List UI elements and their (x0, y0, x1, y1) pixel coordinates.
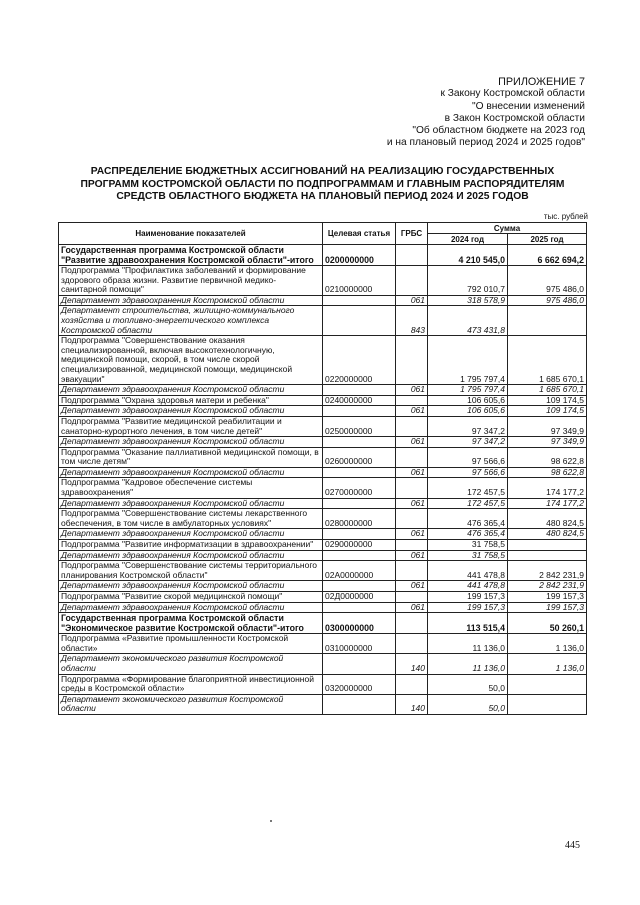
row-grbs-cell: 843 (396, 306, 428, 336)
row-grbs-cell: 061 (396, 406, 428, 417)
row-name-cell: Департамент здравоохранения Костромской области (59, 529, 323, 540)
department-row (59, 467, 587, 478)
row-2024-cell: 1 795 797,4 (428, 336, 508, 385)
row-2025-cell (508, 694, 587, 714)
appendix-header (325, 76, 585, 150)
subprogram-row (59, 561, 587, 581)
row-2025-cell: 2 842 231,9 (508, 561, 587, 581)
row-code-cell: 0260000000 (323, 447, 396, 467)
row-name-cell: Подпрограмма "Совершенствование системы территориального планирования Костромской области" (59, 561, 323, 581)
row-name-cell: Подпрограмма "Совершенствование оказания специализированной, включая высокотехнологичную, медицинской помощи, скорой, в том числе скорой специализированной, медицинской помощи, медицинской эвакуации" (59, 336, 323, 385)
header-2024: 2024 год (428, 234, 508, 245)
header-grbs: ГРБС (396, 223, 428, 245)
row-2025-cell: 109 174,5 (508, 406, 587, 417)
row-2024-cell: 50,0 (428, 674, 508, 694)
department-row (59, 581, 587, 592)
department-row (59, 529, 587, 540)
row-grbs-cell (396, 561, 428, 581)
row-code-cell (323, 694, 396, 714)
subprogram-row (59, 540, 587, 551)
row-name-cell: Подпрограмма «Развитие промышленности Костромской области» (59, 634, 323, 654)
row-2025-cell: 1 136,0 (508, 654, 587, 674)
row-2024-cell: 199 157,3 (428, 592, 508, 603)
row-name-cell: Подпрограмма "Профилактика заболеваний и формирование здорового образа жизни. Развитие первичной медико-санитарной помощи" (59, 266, 323, 296)
row-2024-cell: 792 010,7 (428, 266, 508, 296)
row-2024-cell: 106 605,6 (428, 406, 508, 417)
table-body (59, 245, 587, 715)
row-grbs-cell: 061 (396, 581, 428, 592)
row-grbs-cell (396, 336, 428, 385)
row-2024-cell: 318 578,9 (428, 295, 508, 306)
row-2025-cell: 98 622,8 (508, 467, 587, 478)
header-code: Целевая статья (323, 223, 396, 245)
department-row (59, 654, 587, 674)
row-2025-cell: 1 685 670,1 (508, 336, 587, 385)
row-code-cell: 0250000000 (323, 416, 396, 436)
subprogram-row (59, 634, 587, 654)
row-name-cell: Подпрограмма «Формирование благоприятной инвестиционной среды в Костромской области» (59, 674, 323, 694)
row-2025-cell (508, 550, 587, 561)
row-2024-cell: 1 795 797,4 (428, 385, 508, 396)
row-2025-cell: 975 486,0 (508, 295, 587, 306)
row-code-cell (323, 550, 396, 561)
row-code-cell (323, 385, 396, 396)
row-grbs-cell (396, 266, 428, 296)
row-name-cell: Подпрограмма "Охрана здоровья матери и ребенка" (59, 395, 323, 406)
row-2024-cell: 31 758,5 (428, 550, 508, 561)
appendix-line: "Об областном бюджете на 2023 год (412, 125, 585, 137)
row-grbs-cell (396, 613, 428, 634)
subprogram-row (59, 478, 587, 498)
row-name-cell: Департамент здравоохранения Костромской области (59, 437, 323, 448)
row-2024-cell: 97 347,2 (428, 416, 508, 436)
row-name-cell: Подпрограмма "Развитие скорой медицинской помощи" (59, 592, 323, 603)
row-code-cell (323, 581, 396, 592)
row-2025-cell: 1 685 670,1 (508, 385, 587, 396)
row-name-cell: Департамент здравоохранения Костромской области (59, 406, 323, 417)
row-grbs-cell: 061 (396, 385, 428, 396)
subprogram-row (59, 592, 587, 603)
subprogram-row (59, 509, 587, 529)
row-2025-cell (508, 674, 587, 694)
department-row (59, 385, 587, 396)
appendix-line: "О внесении изменений (471, 100, 585, 112)
header-name: Наименование показателей (59, 223, 323, 245)
row-2024-cell: 106 605,6 (428, 395, 508, 406)
row-2025-cell: 2 842 231,9 (508, 581, 587, 592)
program-row (59, 613, 587, 634)
row-name-cell: Подпрограмма "Совершенствование системы лекарственного обеспечения, в том числе в амбулаторных условиях" (59, 509, 323, 529)
row-2025-cell: 174 177,2 (508, 498, 587, 509)
row-name-cell: Государственная программа Костромской области "Экономическое развитие Костромской области"-итого (59, 613, 323, 634)
row-grbs-cell (396, 674, 428, 694)
department-row (59, 437, 587, 448)
title-line: РАСПРЕДЕЛЕНИЕ БЮДЖЕТНЫХ АССИГНОВАНИЙ НА РЕАЛИЗАЦИЮ ГОСУДАРСТВЕННЫХ (90, 166, 555, 177)
row-2024-cell: 473 431,8 (428, 306, 508, 336)
row-grbs-cell (396, 540, 428, 551)
row-grbs-cell: 140 (396, 694, 428, 714)
subprogram-row (59, 336, 587, 385)
row-code-cell: 0200000000 (323, 245, 396, 266)
row-code-cell (323, 467, 396, 478)
row-2024-cell: 97 566,6 (428, 447, 508, 467)
row-name-cell: Департамент экономического развития Костромской области (59, 654, 323, 674)
row-code-cell (323, 306, 396, 336)
row-grbs-cell (396, 245, 428, 266)
row-code-cell (323, 602, 396, 613)
row-2024-cell: 113 515,4 (428, 613, 508, 634)
row-name-cell: Департамент здравоохранения Костромской области (59, 550, 323, 561)
department-row (59, 306, 587, 336)
row-name-cell: Подпрограмма "Развитие информатизации в здравоохранении" (59, 540, 323, 551)
scan-dot (270, 820, 272, 822)
row-2025-cell: 1 136,0 (508, 634, 587, 654)
row-2024-cell: 441 478,8 (428, 561, 508, 581)
row-code-cell (323, 498, 396, 509)
row-code-cell: 0240000000 (323, 395, 396, 406)
row-name-cell: Департамент строительства, жилищно-коммунального хозяйства и топливно-энергетического комплекса Костромской области (59, 306, 323, 336)
appendix-line: и на плановый период 2024 и 2025 годов" (386, 137, 585, 149)
row-code-cell (323, 529, 396, 540)
row-name-cell: Государственная программа Костромской области "Развитие здравоохранения Костромской области"-итого (59, 245, 323, 266)
row-code-cell (323, 406, 396, 417)
row-grbs-cell: 061 (396, 529, 428, 540)
row-name-cell: Подпрограмма "Развитие медицинской реабилитации и санаторно-курортного лечения, в том числе детей" (59, 416, 323, 436)
row-2024-cell: 476 365,4 (428, 529, 508, 540)
row-grbs-cell: 061 (396, 295, 428, 306)
row-name-cell: Департамент здравоохранения Костромской области (59, 581, 323, 592)
row-code-cell: 0270000000 (323, 478, 396, 498)
program-row (59, 245, 587, 266)
table-header (59, 223, 587, 245)
department-row (59, 550, 587, 561)
row-code-cell: 0220000000 (323, 336, 396, 385)
row-name-cell: Подпрограмма "Кадровое обеспечение системы здравоохранения" (59, 478, 323, 498)
page-number: 445 (565, 840, 580, 851)
row-name-cell: Департамент здравоохранения Костромской области (59, 295, 323, 306)
row-2024-cell: 441 478,8 (428, 581, 508, 592)
row-2025-cell: 174 177,2 (508, 478, 587, 498)
row-2024-cell: 11 136,0 (428, 634, 508, 654)
row-grbs-cell (396, 634, 428, 654)
row-grbs-cell (396, 509, 428, 529)
row-grbs-cell: 061 (396, 467, 428, 478)
row-name-cell: Подпрограмма "Оказание паллиативной медицинской помощи, в том числе детям" (59, 447, 323, 467)
row-2025-cell: 480 824,5 (508, 529, 587, 540)
row-2025-cell: 50 260,1 (508, 613, 587, 634)
row-2024-cell: 172 457,5 (428, 498, 508, 509)
row-2025-cell: 97 349,9 (508, 437, 587, 448)
row-2025-cell: 97 349,9 (508, 416, 587, 436)
row-name-cell: Департамент здравоохранения Костромской области (59, 602, 323, 613)
row-name-cell: Департамент здравоохранения Костромской области (59, 467, 323, 478)
row-2025-cell: 480 824,5 (508, 509, 587, 529)
department-row (59, 602, 587, 613)
budget-table (58, 222, 587, 715)
appendix-line: к Закону Костромской области (440, 88, 585, 100)
appendix-line: в Закон Костромской области (444, 112, 585, 124)
row-2025-cell: 109 174,5 (508, 395, 587, 406)
row-2025-cell: 199 157,3 (508, 592, 587, 603)
appendix-line: ПРИЛОЖЕНИЕ 7 (498, 76, 585, 88)
department-row (59, 295, 587, 306)
department-row (59, 498, 587, 509)
subprogram-row (59, 674, 587, 694)
row-name-cell: Департамент здравоохранения Костромской области (59, 385, 323, 396)
department-row (59, 694, 587, 714)
row-2024-cell: 97 347,2 (428, 437, 508, 448)
row-2024-cell: 97 566,6 (428, 467, 508, 478)
row-code-cell: 0210000000 (323, 266, 396, 296)
row-2025-cell: 199 157,3 (508, 602, 587, 613)
row-2024-cell: 199 157,3 (428, 602, 508, 613)
title-line: ПРОГРАММ КОСТРОМСКОЙ ОБЛАСТИ ПО ПОДПРОГРАММАМ И ГЛАВНЫМ РАСПОРЯДИТЕЛЯМ (80, 178, 565, 190)
row-2025-cell: 98 622,8 (508, 447, 587, 467)
row-grbs-cell: 061 (396, 602, 428, 613)
row-code-cell (323, 437, 396, 448)
row-grbs-cell: 061 (396, 437, 428, 448)
row-code-cell: 0280000000 (323, 509, 396, 529)
row-2025-cell: 975 486,0 (508, 266, 587, 296)
row-2024-cell: 476 365,4 (428, 509, 508, 529)
row-name-cell: Департамент здравоохранения Костромской области (59, 498, 323, 509)
row-2025-cell (508, 306, 587, 336)
subprogram-row (59, 266, 587, 296)
row-code-cell: 0320000000 (323, 674, 396, 694)
row-2025-cell (508, 540, 587, 551)
row-code-cell (323, 295, 396, 306)
row-grbs-cell (396, 447, 428, 467)
row-code-cell: 0310000000 (323, 634, 396, 654)
document-title (60, 166, 585, 204)
subprogram-row (59, 395, 587, 406)
row-grbs-cell (396, 395, 428, 406)
row-2024-cell: 50,0 (428, 694, 508, 714)
row-code-cell: 0300000000 (323, 613, 396, 634)
row-grbs-cell (396, 592, 428, 603)
row-code-cell (323, 654, 396, 674)
title-line: СРЕДСТВ ОБЛАСТНОГО БЮДЖЕТА НА ПЛАНОВЫЙ ПЕРИОД 2024 И 2025 ГОДОВ (116, 191, 529, 203)
subprogram-row (59, 447, 587, 467)
row-2024-cell: 4 210 545,0 (428, 245, 508, 266)
row-code-cell: 0290000000 (323, 540, 396, 551)
header-2025: 2025 год (508, 234, 587, 245)
row-2025-cell: 6 662 694,2 (508, 245, 587, 266)
row-grbs-cell (396, 416, 428, 436)
row-grbs-cell: 061 (396, 498, 428, 509)
row-2024-cell: 172 457,5 (428, 478, 508, 498)
row-grbs-cell: 061 (396, 550, 428, 561)
row-name-cell: Департамент экономического развития Костромской области (59, 694, 323, 714)
row-code-cell: 02Д0000000 (323, 592, 396, 603)
units-label: тыс. рублей (543, 212, 588, 221)
row-grbs-cell: 140 (396, 654, 428, 674)
row-code-cell: 02А0000000 (323, 561, 396, 581)
row-2024-cell: 11 136,0 (428, 654, 508, 674)
row-2024-cell: 31 758,5 (428, 540, 508, 551)
subprogram-row (59, 416, 587, 436)
row-grbs-cell (396, 478, 428, 498)
department-row (59, 406, 587, 417)
header-sum: Сумма (428, 223, 587, 234)
